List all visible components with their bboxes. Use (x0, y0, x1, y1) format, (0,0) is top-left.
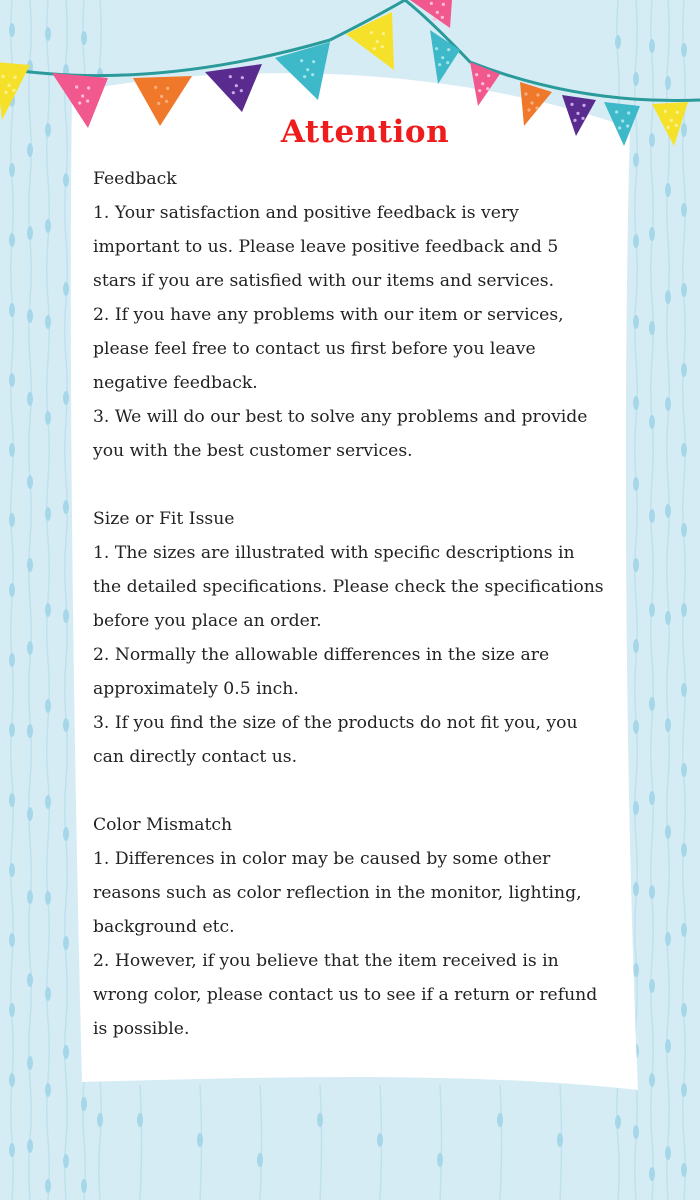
text-line: background etc. (93, 917, 235, 937)
text-line: before you place an order. (93, 611, 322, 631)
text-line: please feel free to contact us first before you leave (93, 339, 536, 359)
section-feedback (93, 162, 668, 468)
notice-body (93, 162, 668, 1046)
page-title: Attention (280, 114, 450, 150)
text-line: stars if you are satisfied with our items and services. (93, 271, 555, 291)
section-heading: Feedback (93, 169, 177, 189)
section-heading: Color Mismatch (93, 815, 233, 835)
text-line: 3. We will do our best to solve any problems and provide (93, 407, 588, 427)
section-color-mismatch (93, 808, 668, 1046)
text-line: the detailed specifications. Please check the specifications (93, 577, 604, 597)
text-line: 2. If you have any problems with our item or services, (93, 305, 564, 325)
text-line: 2. Normally the allowable differences in the size are (93, 645, 550, 665)
text-line: 2. However, if you believe that the item received is in (93, 951, 559, 971)
section-heading: Size or Fit Issue (93, 509, 235, 529)
text-line: 1. The sizes are illustrated with specific descriptions in (93, 543, 575, 563)
text-line: important to us. Please leave positive feedback and 5 (93, 237, 559, 257)
text-line: 3. If you find the size of the products do not fit you, you (93, 713, 578, 733)
text-line: is possible. (93, 1019, 190, 1039)
text-line: wrong color, please contact us to see if a return or refund (93, 985, 598, 1005)
text-line: negative feedback. (93, 373, 258, 393)
text-line: you with the best customer services. (93, 441, 413, 461)
text-line: approximately 0.5 inch. (93, 679, 299, 699)
section-size-fit (93, 502, 668, 774)
text-line: reasons such as color reflection in the monitor, lighting, (93, 883, 582, 903)
text-line: 1. Differences in color may be caused by some other (93, 849, 551, 869)
text-line: can directly contact us. (93, 747, 298, 767)
text-line: 1. Your satisfaction and positive feedback is very (93, 203, 519, 223)
